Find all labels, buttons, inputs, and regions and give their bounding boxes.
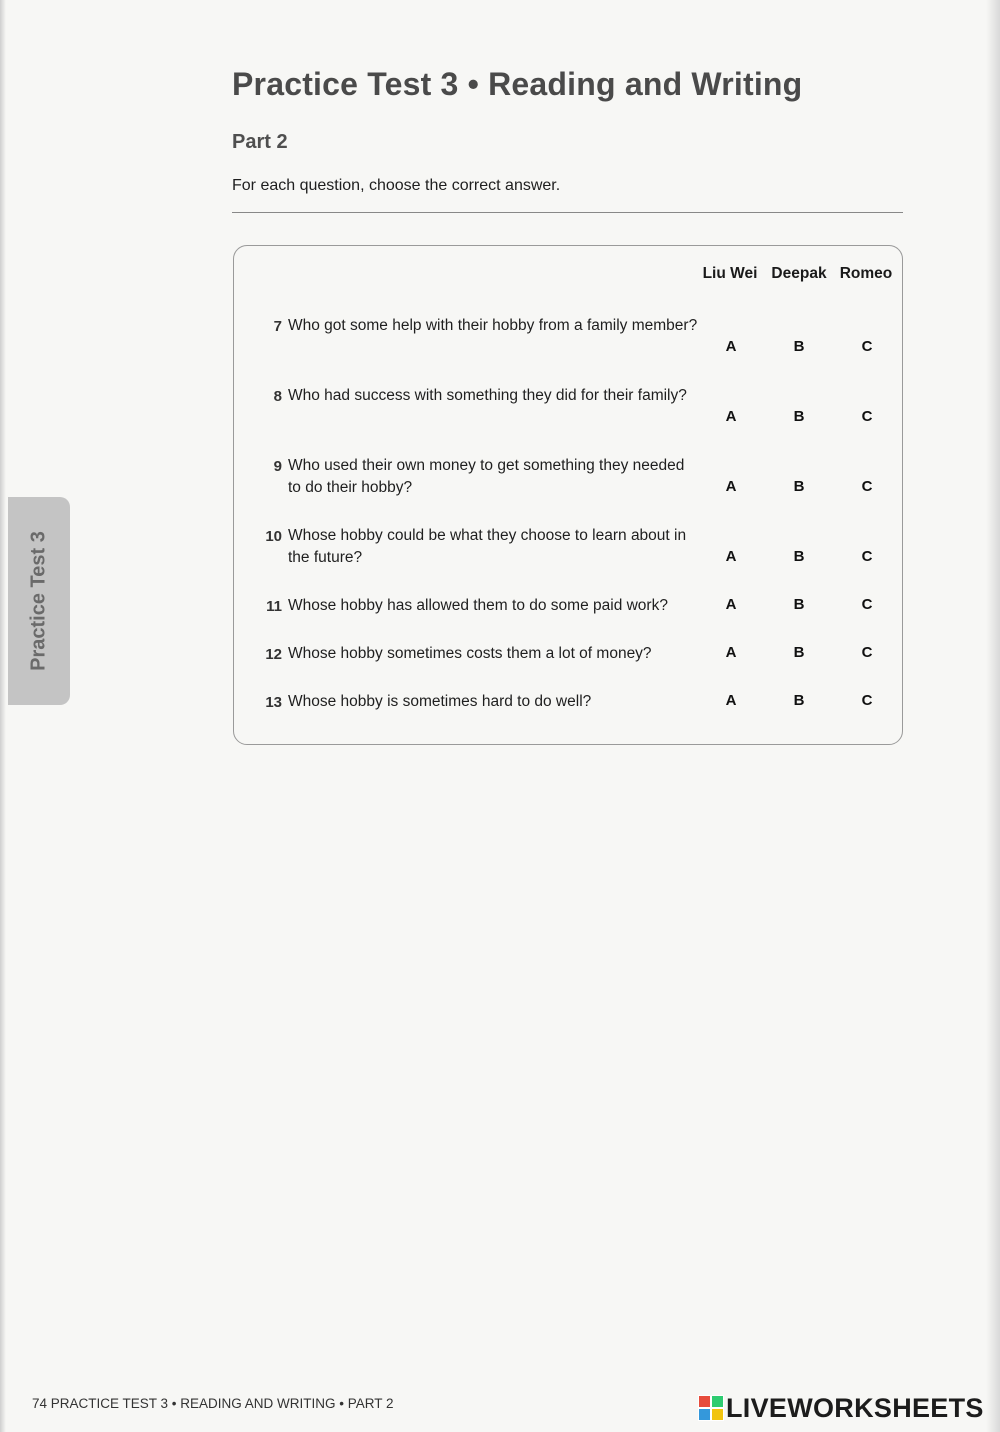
- liveworksheets-brand: [698, 1393, 984, 1423]
- option-b[interactable]: B: [793, 644, 805, 661]
- logo-square-blue: [698, 1408, 711, 1421]
- brand-name: LIVEWORKSHEETS: [726, 1392, 984, 1423]
- question-number: 8: [273, 388, 282, 405]
- option-c[interactable]: C: [861, 408, 873, 425]
- question-text: Who got some help with their hobby from a family member?: [288, 317, 698, 334]
- column-header-liu-wei: Liu Wei: [702, 265, 758, 282]
- question-text: Whose hobby is sometimes hard to do well?: [288, 693, 592, 710]
- question-text: Who had success with something they did for their family?: [288, 387, 687, 404]
- logo-square-green: [711, 1395, 724, 1408]
- question-number: 10: [265, 528, 282, 545]
- option-c[interactable]: C: [861, 596, 873, 613]
- option-b[interactable]: B: [793, 338, 805, 355]
- column-header-romeo: Romeo: [839, 265, 893, 282]
- option-b[interactable]: B: [793, 408, 805, 425]
- option-a[interactable]: A: [725, 548, 737, 565]
- option-c[interactable]: C: [861, 478, 873, 495]
- scan-edge-right: [986, 0, 1000, 1432]
- option-a[interactable]: A: [725, 338, 737, 355]
- question-number: 13: [265, 694, 282, 711]
- option-b[interactable]: B: [793, 478, 805, 495]
- question-number: 7: [273, 318, 282, 335]
- question-text: Whose hobby could be what they choose to learn about in the future?: [288, 527, 687, 566]
- option-c[interactable]: C: [861, 692, 873, 709]
- option-c[interactable]: C: [861, 548, 873, 565]
- divider: [232, 212, 903, 213]
- option-a[interactable]: A: [725, 692, 737, 709]
- option-b[interactable]: B: [793, 596, 805, 613]
- option-b[interactable]: B: [793, 548, 805, 565]
- option-a[interactable]: A: [725, 644, 737, 661]
- option-b[interactable]: B: [793, 692, 805, 709]
- page-footer: 74 PRACTICE TEST 3 • READING AND WRITING • PART 2: [32, 1396, 394, 1411]
- question-text: Who used their own money to get something they needed to do their hobby?: [288, 457, 685, 496]
- part-heading: Part 2: [232, 131, 288, 153]
- logo-square-yellow: [711, 1408, 724, 1421]
- question-number: 9: [273, 458, 282, 475]
- instruction-text: For each question, choose the correct answer.: [232, 177, 561, 194]
- option-a[interactable]: A: [725, 408, 737, 425]
- logo-square-red: [698, 1395, 711, 1408]
- question-number: 11: [266, 598, 282, 615]
- option-c[interactable]: C: [861, 644, 873, 661]
- option-a[interactable]: A: [725, 478, 737, 495]
- question-number: 12: [265, 646, 282, 663]
- column-header-deepak: Deepak: [771, 265, 827, 282]
- option-a[interactable]: A: [725, 596, 737, 613]
- side-tab-label: Practice Test 3: [27, 531, 50, 671]
- scan-edge-left: [0, 0, 6, 1432]
- liveworksheets-logo-icon: [698, 1395, 724, 1421]
- option-c[interactable]: C: [861, 338, 873, 355]
- question-text: Whose hobby has allowed them to do some paid work?: [288, 597, 668, 614]
- question-text: Whose hobby sometimes costs them a lot of money?: [288, 645, 652, 662]
- page-title: Practice Test 3 • Reading and Writing: [232, 66, 803, 102]
